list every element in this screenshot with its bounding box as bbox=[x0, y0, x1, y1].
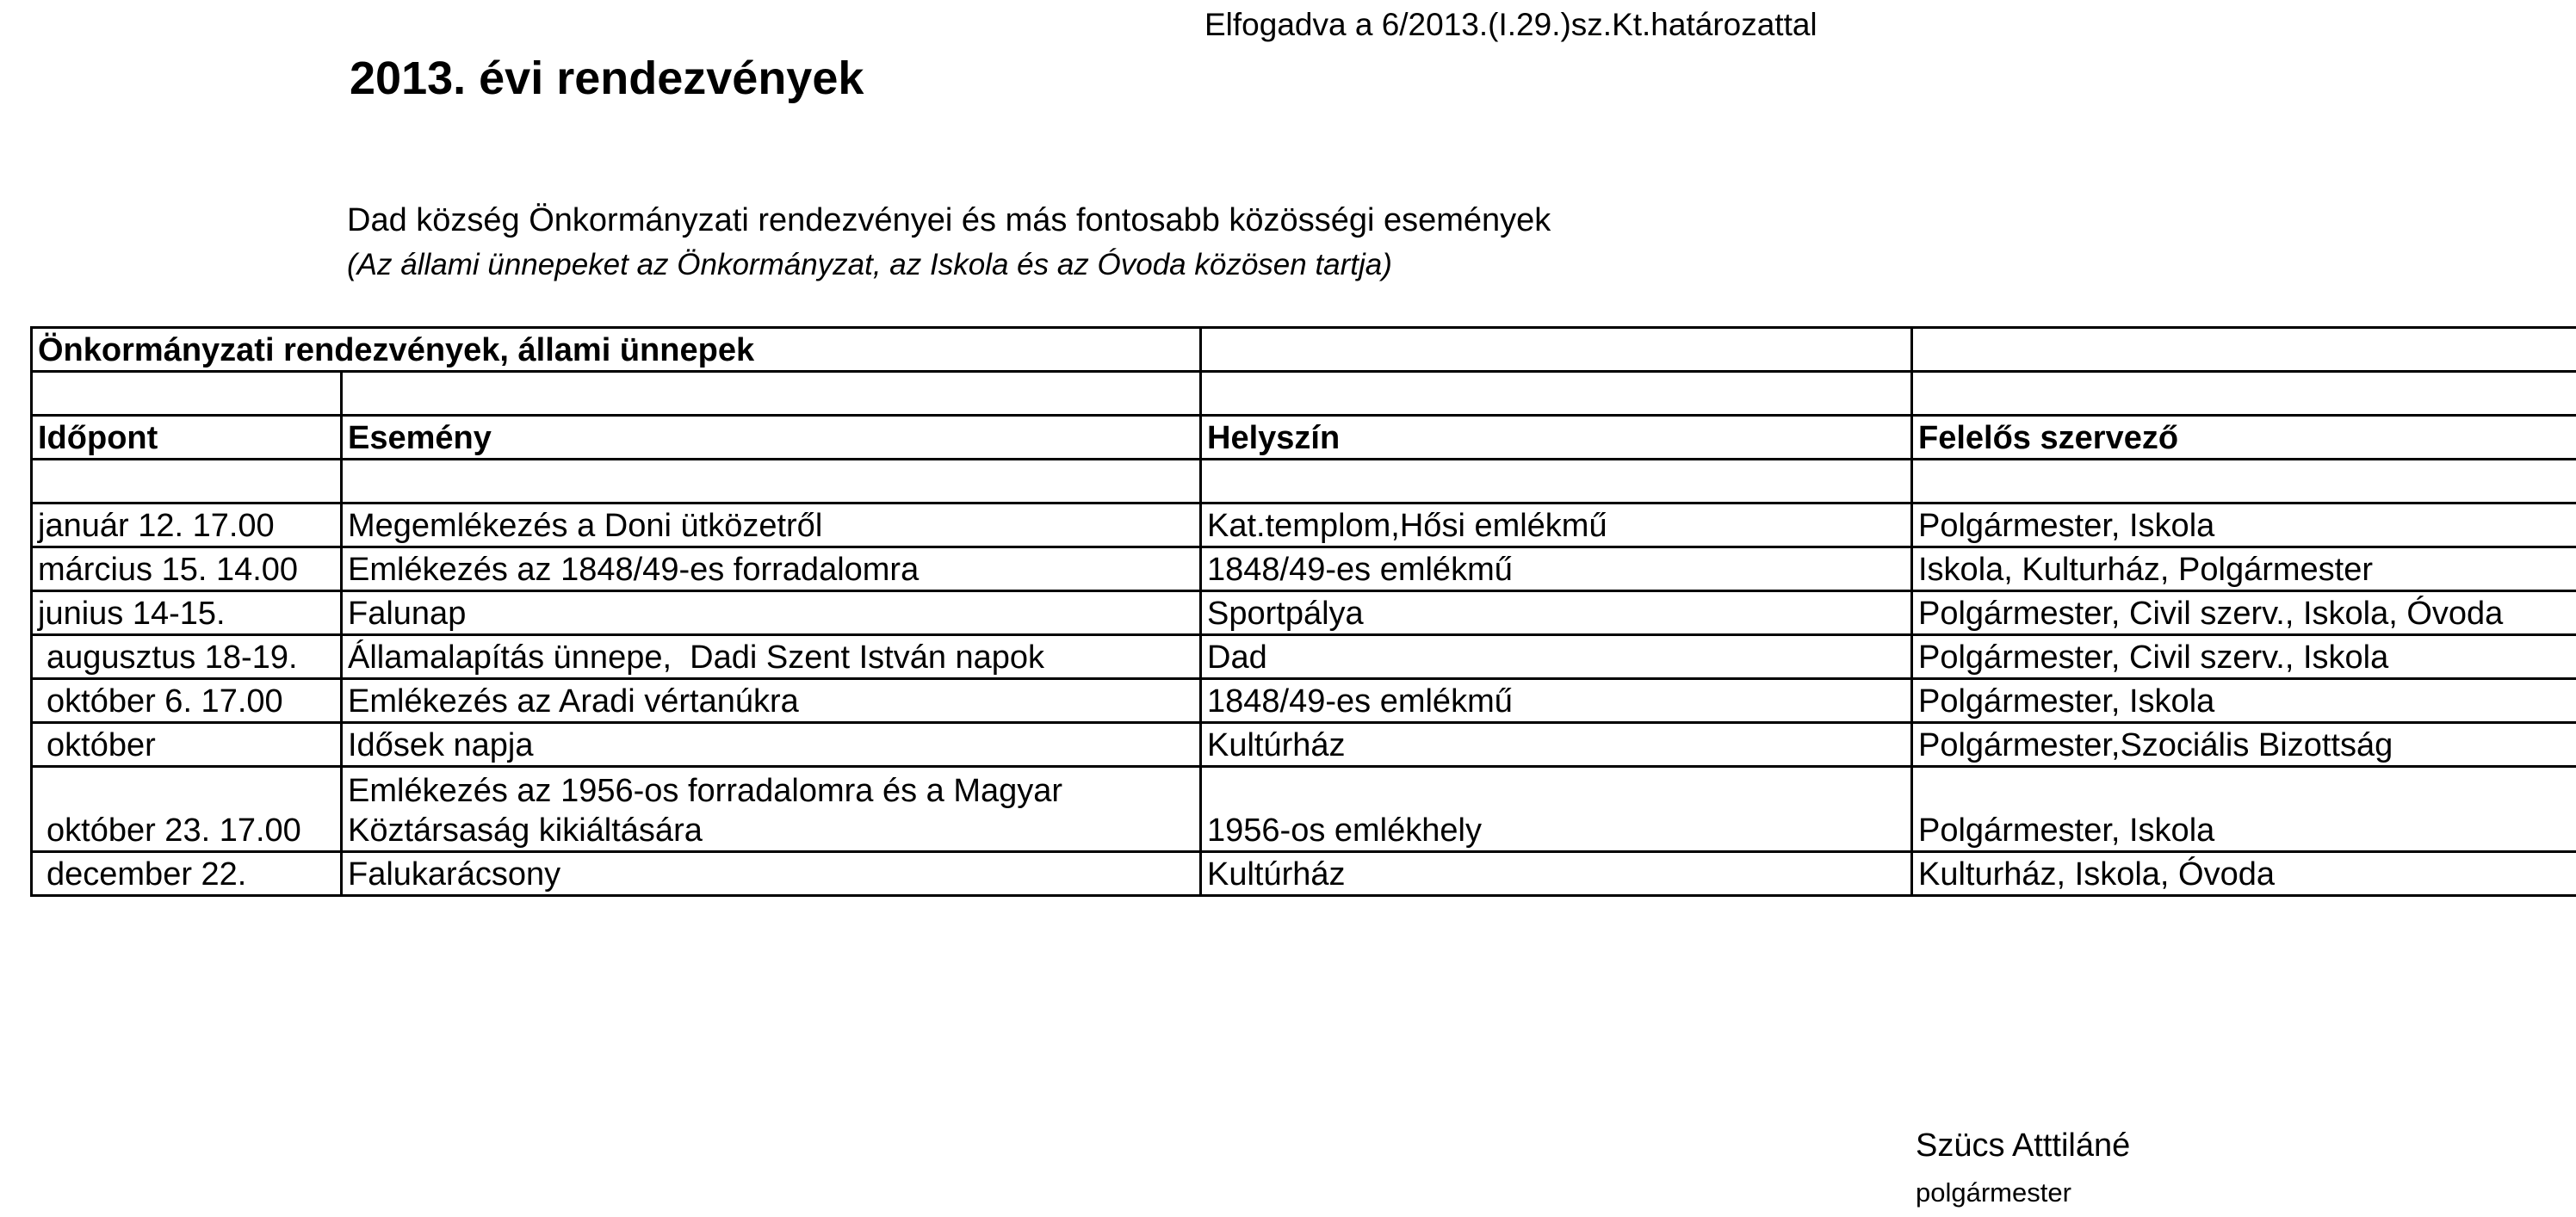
table-row bbox=[32, 679, 2576, 723]
cell-time: december 22. bbox=[32, 852, 342, 896]
note: (Az állami ünnepeket az Önkormányzat, az Iskola és az Óvoda közösen tartja) bbox=[347, 248, 1392, 281]
cell-time: augusztus 18-19. bbox=[32, 635, 342, 679]
empty-cell bbox=[32, 372, 342, 416]
cell-location: Dad bbox=[1201, 635, 1912, 679]
subtitle: Dad község Önkormányzati rendezvényei és más fontosabb közösségi események bbox=[347, 202, 1551, 238]
empty-cell bbox=[1201, 328, 1912, 372]
cell-time: junius 14-15. bbox=[32, 591, 342, 635]
cell-event: Államalapítás ünnepe, Dadi Szent István napok bbox=[342, 635, 1201, 679]
cell-location: 1956-os emlékhely bbox=[1201, 767, 1912, 852]
header-time: Időpont bbox=[32, 416, 342, 460]
cell-organizer: Polgármester,Szociális Bizottság bbox=[1912, 723, 2576, 767]
table-row bbox=[32, 591, 2576, 635]
header-event: Esemény bbox=[342, 416, 1201, 460]
empty-cell bbox=[32, 460, 342, 503]
cell-location: Sportpálya bbox=[1201, 591, 1912, 635]
cell-organizer: Polgármester, Civil szerv., Iskola bbox=[1912, 635, 2576, 679]
cell-event: Emlékezés az 1956-os forradalomra és a Magyar Köztársaság kikiáltására bbox=[342, 767, 1201, 852]
cell-organizer: Polgármester, Iskola bbox=[1912, 767, 2576, 852]
cell-event: Falukarácsony bbox=[342, 852, 1201, 896]
cell-event: Megemlékezés a Doni ütközetről bbox=[342, 503, 1201, 547]
cell-organizer: Polgármester, Iskola bbox=[1912, 679, 2576, 723]
table-row bbox=[32, 503, 2576, 547]
cell-organizer: Polgármester, Iskola bbox=[1912, 503, 2576, 547]
cell-time: március 15. 14.00 bbox=[32, 547, 342, 591]
cell-event: Emlékezés az 1848/49-es forradalomra bbox=[342, 547, 1201, 591]
header-row bbox=[32, 416, 2576, 460]
empty-cell bbox=[1201, 372, 1912, 416]
signer-role: polgármester bbox=[1916, 1177, 2071, 1208]
cell-organizer: Kulturház, Iskola, Óvoda bbox=[1912, 852, 2576, 896]
empty-cell bbox=[1912, 372, 2576, 416]
empty-cell bbox=[1912, 328, 2576, 372]
cell-location: Kultúrház bbox=[1201, 852, 1912, 896]
cell-location: 1848/49-es emlékmű bbox=[1201, 679, 1912, 723]
table-row bbox=[32, 767, 2576, 852]
empty-cell bbox=[1201, 460, 1912, 503]
cell-organizer: Polgármester, Civil szerv., Iskola, Óvoda bbox=[1912, 591, 2576, 635]
cell-location: Kat.templom,Hősi emlékmű bbox=[1201, 503, 1912, 547]
spacer-row bbox=[32, 460, 2576, 503]
cell-event: Idősek napja bbox=[342, 723, 1201, 767]
cell-time: október bbox=[32, 723, 342, 767]
table-row bbox=[32, 635, 2576, 679]
empty-cell bbox=[342, 372, 1201, 416]
cell-event: Emlékezés az Aradi vértanúkra bbox=[342, 679, 1201, 723]
page-title: 2013. évi rendezvények bbox=[350, 53, 864, 104]
table-row bbox=[32, 547, 2576, 591]
section-title-row bbox=[32, 328, 2576, 372]
table-row bbox=[32, 723, 2576, 767]
signer-name: Szücs Atttiláné bbox=[1916, 1127, 2131, 1164]
empty-cell bbox=[1912, 460, 2576, 503]
spacer-row bbox=[32, 372, 2576, 416]
cell-event: Falunap bbox=[342, 591, 1201, 635]
cell-organizer: Iskola, Kulturház, Polgármester bbox=[1912, 547, 2576, 591]
header-organizer: Felelős szervező bbox=[1912, 416, 2576, 460]
empty-cell bbox=[342, 460, 1201, 503]
section-title: Önkormányzati rendezvények, állami ünnepek bbox=[32, 328, 1201, 372]
cell-location: Kultúrház bbox=[1201, 723, 1912, 767]
cell-time: október 23. 17.00 bbox=[32, 767, 342, 852]
cell-location: 1848/49-es emlékmű bbox=[1201, 547, 1912, 591]
cell-time: január 12. 17.00 bbox=[32, 503, 342, 547]
approval-note: Elfogadva a 6/2013.(I.29.)sz.Kt.határozattal bbox=[1204, 7, 1817, 42]
header-location: Helyszín bbox=[1201, 416, 1912, 460]
cell-time: október 6. 17.00 bbox=[32, 679, 342, 723]
table-row bbox=[32, 852, 2576, 896]
events-table bbox=[30, 326, 2576, 897]
